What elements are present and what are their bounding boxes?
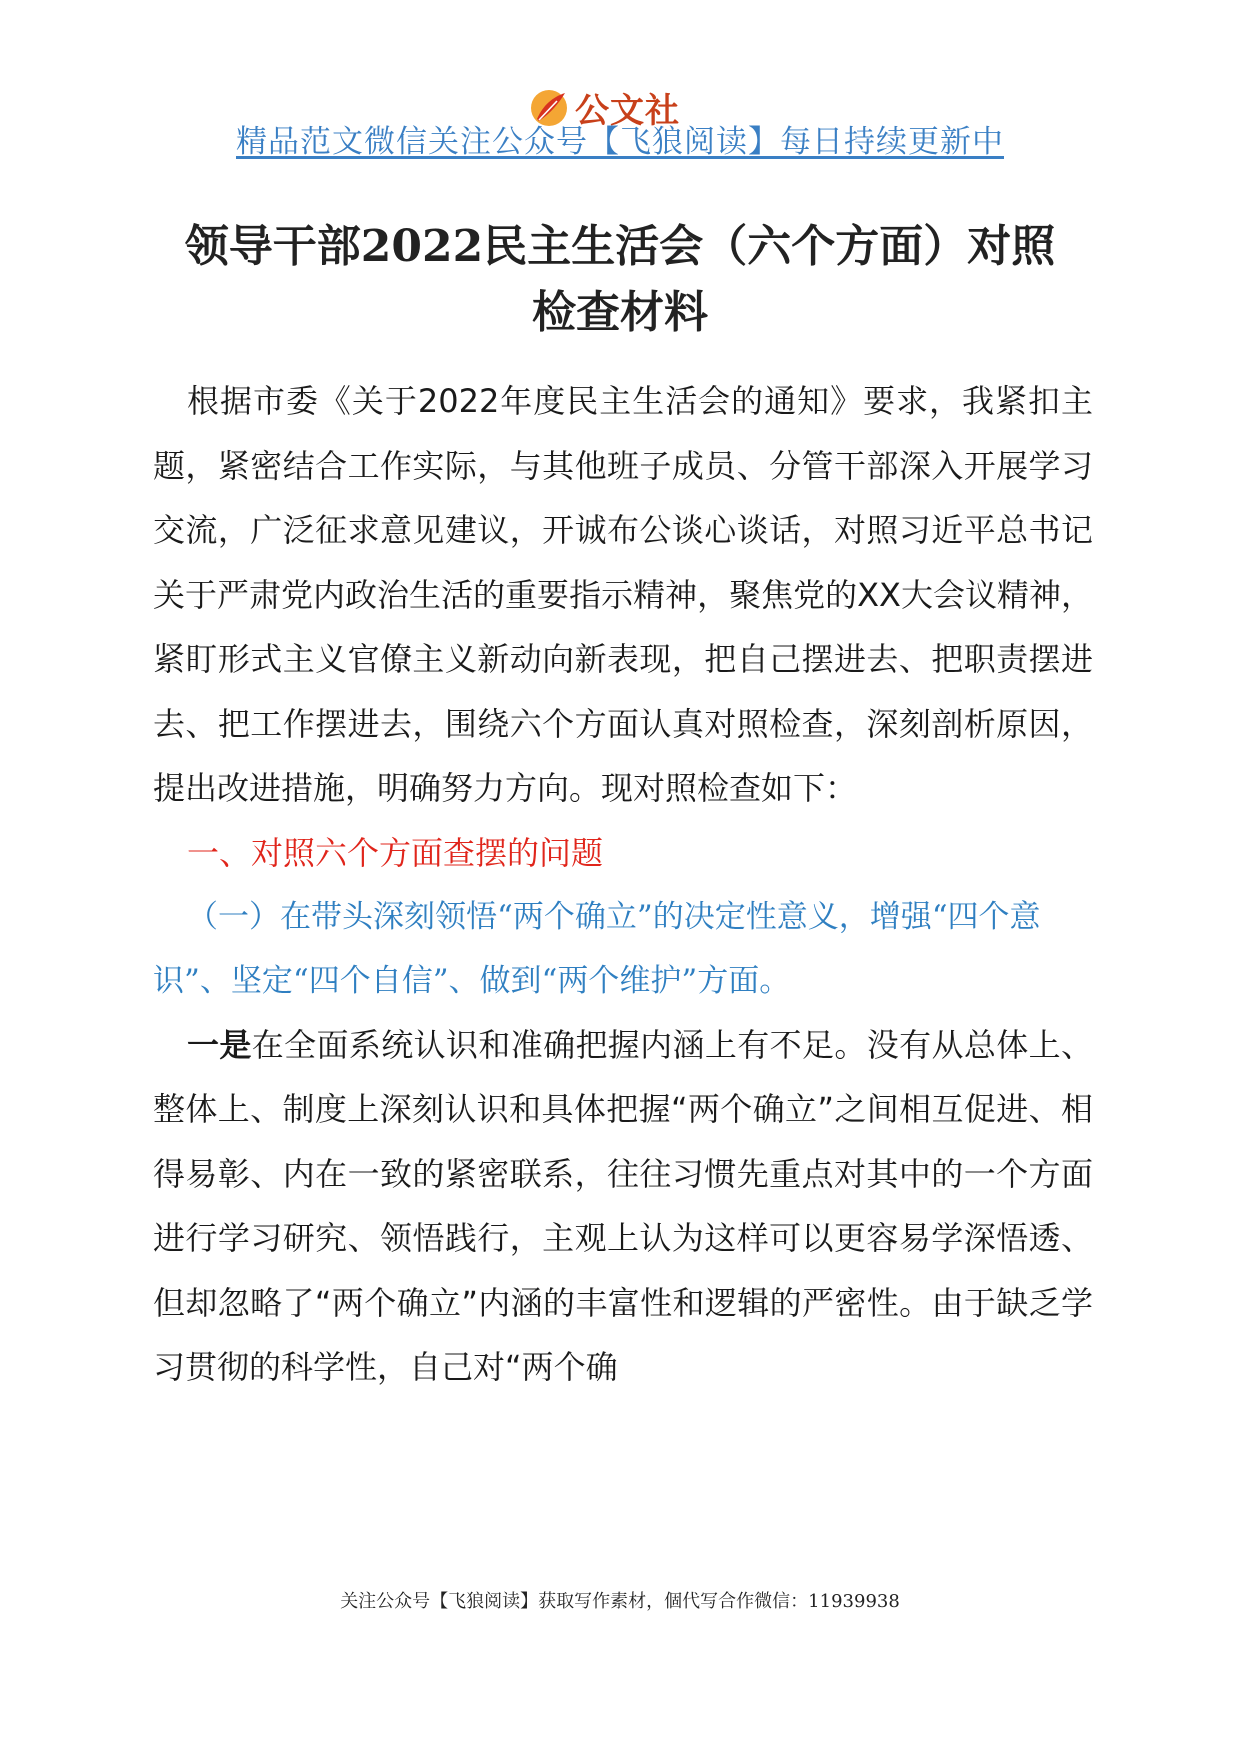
- point-paragraph: [153, 1013, 1093, 1400]
- point-lead: 一是: [187, 1025, 252, 1064]
- intro-paragraph: 根据市委《关于2022年度民主生活会的通知》要求，我紧扣主题，紧密结合工作实际，与其他班子成员、分管干部深入开展学习交流，广泛征求意见建议，开诚布公谈心谈话，对照习近平总书记关于严肃党内政治生活的重要指示精神，聚焦党的XX大会议精神，紧盯形式主义官僚主义新动向新表现，把自己摆进去、把职责摆进去、把工作摆进去，围绕六个方面认真对照检查，深刻剖析原因，提出改进措施，明确努力方向。现对照检查如下：: [153, 382, 1093, 807]
- page-footer: 关注公众号【飞狼阅读】获取写作素材，個代写合作微信：11939938: [340, 1591, 900, 1612]
- document-body: [153, 369, 1093, 1400]
- wechat-promo-link[interactable]: 精品范文微信关注公众号【飞狼阅读】每日持续更新中: [236, 124, 1004, 160]
- title-line-2: 检查材料: [532, 287, 708, 338]
- section-heading: 一、对照六个方面查摆的问题: [187, 833, 604, 872]
- logo-text: 公文社: [575, 90, 680, 131]
- subsection-heading: （一）在带头深刻领悟“两个确立”的决定性意义，增强“四个意识”、坚定“四个自信”、做到“两个维护”方面。: [153, 898, 1041, 999]
- point-text: 在全面系统认识和准确把握内涵上有不足。没有从总体上、整体上、制度上深刻认识和具体把握“两个确立”之间相互促进、相得易彰、内在一致的紧密联系，往往习惯先重点对其中的一个方面进行学习研究、领悟践行，主观上认为这样可以更容易学深悟透、但却忽略了“两个确立”内涵的丰富性和逻辑的严密性。由于缺乏学习贯彻的科学性，自己对“两个确: [153, 1025, 1093, 1386]
- document-title: [140, 214, 1100, 346]
- title-line-1: 领导干部2022民主生活会（六个方面）对照: [184, 221, 1056, 272]
